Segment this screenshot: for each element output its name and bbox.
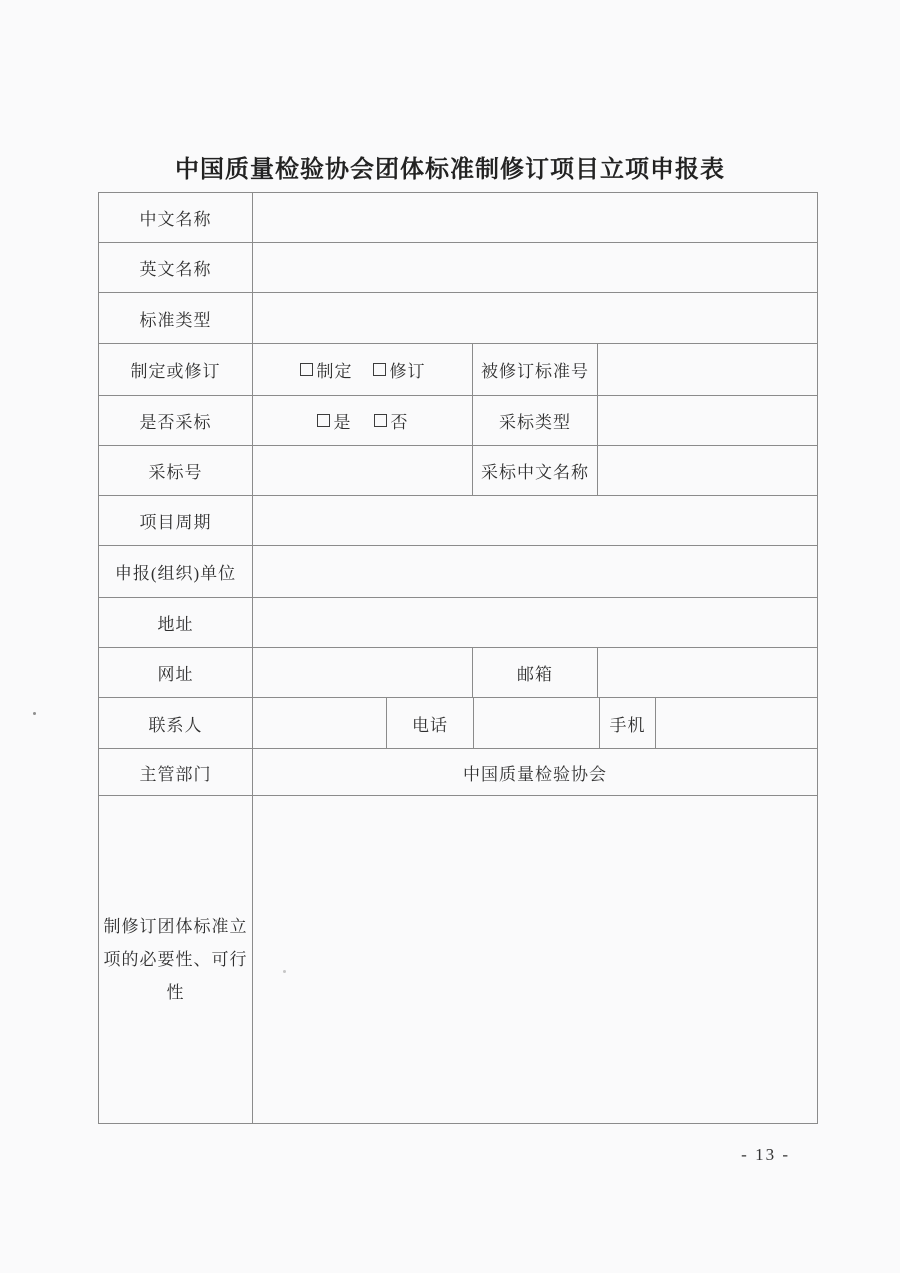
english-name-value-cell (253, 243, 817, 292)
empty-checkbox-icon (373, 363, 386, 376)
necessity-label-line2: 项的必要性、可行 (103, 950, 248, 969)
row-develop-or-revise (99, 344, 817, 396)
option-no-label: 否 (390, 413, 409, 432)
develop-or-revise-options-cell (253, 344, 473, 395)
standard-type-value-cell (253, 293, 817, 343)
address-value-cell (253, 598, 817, 647)
chinese-name-value-cell (253, 193, 817, 242)
row-website (99, 648, 817, 698)
adopt-options-cell (253, 396, 473, 445)
contact-label: 联系人 (99, 698, 253, 748)
english-name-label: 英文名称 (99, 243, 253, 292)
applicant-unit-label: 申报(组织)单位 (99, 546, 253, 597)
phone-value-cell (474, 698, 600, 748)
option-revise (373, 357, 426, 382)
row-adopt (99, 396, 817, 446)
empty-checkbox-icon (300, 363, 313, 376)
option-yes-label: 是 (333, 413, 352, 432)
page-number: - 13 - (741, 1145, 790, 1164)
email-value-cell (598, 648, 817, 697)
develop-or-revise-label: 制定或修订 (99, 344, 253, 395)
adopt-no-value-cell (253, 446, 473, 495)
phone-label: 电话 (387, 698, 474, 748)
website-value-cell (253, 648, 473, 697)
option-revise-label: 修订 (389, 362, 426, 381)
standard-type-label: 标准类型 (99, 293, 253, 343)
necessity-value-cell (253, 796, 817, 1123)
contact-value-cell (253, 698, 387, 748)
empty-checkbox-icon (374, 414, 387, 427)
scan-speck (283, 970, 286, 973)
necessity-label-line3: 性 (166, 983, 185, 1002)
necessity-label (99, 796, 253, 1123)
adopt-cn-name-value-cell (598, 446, 817, 495)
mobile-value-cell (656, 698, 817, 748)
email-label: 邮箱 (473, 648, 598, 697)
row-applicant-unit (99, 546, 817, 598)
row-contact (99, 698, 817, 749)
project-period-value-cell (253, 496, 817, 545)
option-yes (317, 408, 352, 433)
row-standard-type (99, 293, 817, 344)
department-value-cell: 中国质量检验协会 (463, 764, 607, 784)
row-english-name (99, 243, 817, 293)
row-department (99, 749, 817, 796)
row-project-period (99, 496, 817, 546)
row-adopt-no (99, 446, 817, 496)
project-period-label: 项目周期 (99, 496, 253, 545)
application-form-table (98, 192, 818, 1124)
address-label: 地址 (99, 598, 253, 647)
mobile-label: 手机 (600, 698, 656, 748)
option-develop (300, 357, 353, 382)
necessity-label-line1: 制修订团体标准立 (103, 917, 248, 936)
option-no (374, 408, 409, 433)
adopt-cn-name-label: 采标中文名称 (473, 446, 598, 495)
row-necessity (99, 796, 817, 1123)
adopt-no-label: 采标号 (99, 446, 253, 495)
row-chinese-name (99, 193, 817, 243)
adopt-label: 是否采标 (99, 396, 253, 445)
row-address (99, 598, 817, 648)
chinese-name-label: 中文名称 (99, 193, 253, 242)
adopt-type-value-cell (598, 396, 817, 445)
revised-standard-no-label: 被修订标准号 (473, 344, 598, 395)
adopt-type-label: 采标类型 (473, 396, 598, 445)
revised-standard-no-value-cell (598, 344, 817, 395)
website-label: 网址 (99, 648, 253, 697)
form-title: 中国质量检验协会团体标准制修订项目立项申报表 (175, 156, 725, 183)
option-develop-label: 制定 (316, 362, 353, 381)
applicant-unit-value-cell (253, 546, 817, 597)
department-label: 主管部门 (99, 749, 253, 795)
empty-checkbox-icon (317, 414, 330, 427)
scan-speck (33, 712, 36, 715)
